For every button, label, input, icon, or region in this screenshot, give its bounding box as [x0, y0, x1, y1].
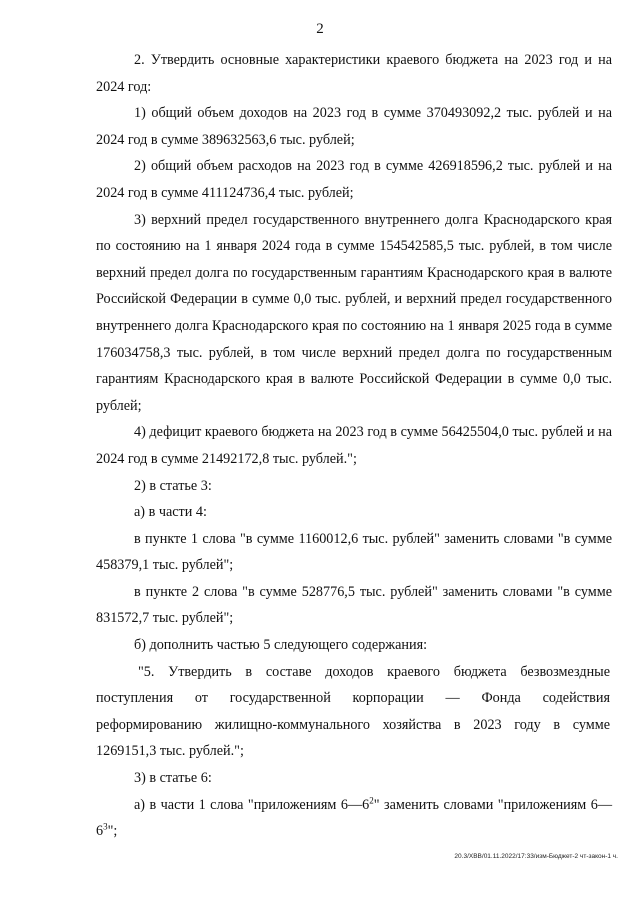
paragraph-quoted-part-5: "5. Утвердить в составе доходов краевого бюджета безвозмездные поступления от государственной корпорации — Фонда содействия реформированию жилищно-коммунального хозяйства в 2023 году в сумме 1269151,3 тыс. рублей.";: [96, 663, 610, 760]
paragraph-point-2: в пункте 2 слова "в сумме 528776,5 тыс. рублей" заменить словами "в сумме 831572,7 тыс. рублей";: [96, 583, 612, 627]
text-segment: " заменить словами "приложениям 6—6: [96, 796, 613, 840]
document-body: [96, 47, 612, 845]
paragraph-debt-limit: 3) верхний предел государственного внутреннего долга Краснодарского края по состоянию на 1 января 2024 года в сумме 154542585,5 тыс. рублей, в том числе верхний предел долга по государственным гарантиям Краснодарского края в валюте Российской Федерации в сумме 0,0 тыс. рублей, и верхний предел государственного внутреннего долга Краснодарского края по состоянию на 1 января 2025 года в сумме 176034758,3 тыс. рублей, в том числе верхний предел долга по государственным гарантиям Краснодарского края в валюте Российской Федерации в сумме 0,0 тыс. рублей;: [96, 211, 612, 414]
paragraph-main-characteristics: 2. Утвердить основные характеристики краевого бюджета на 2023 год и на 2024 год:: [96, 52, 612, 95]
paragraph-part-4: а) в части 4:: [134, 504, 207, 521]
paragraph-article-3: 2) в статье 3:: [134, 477, 212, 494]
paragraph-add-part-5: б) дополнить частью 5 следующего содержания:: [134, 637, 428, 654]
paragraph-part-1-appendices: [96, 792, 612, 845]
paragraph-deficit: 4) дефицит краевого бюджета на 2023 год в сумме 56425504,0 тыс. рублей и на 2024 год в сумме 21492172,8 тыс. рублей.";: [96, 424, 612, 467]
page-number: 2: [316, 21, 324, 37]
text-segment: ";: [107, 823, 118, 840]
paragraph-revenue: 1) общий объем доходов на 2023 год в сумме 370493092,2 тыс. рублей и на 2024 год в сумме 389632563,6 тыс. рублей;: [96, 105, 612, 148]
paragraph-point-1: в пункте 1 слова "в сумме 1160012,6 тыс. рублей" заменить словами "в сумме 458379,1 тыс. рублей";: [96, 530, 612, 574]
superscript: 2: [369, 794, 374, 805]
footer-document-code: 20.3/ХВВ/01.11.2022/17:33/изм-Бюджет-2 чт-закон-1 ч.: [454, 853, 618, 860]
paragraph-expenditure: 2) общий объем расходов на 2023 год в сумме 426918596,2 тыс. рублей и на 2024 год в сумме 411124736,4 тыс. рублей;: [96, 158, 612, 201]
superscript: 3: [103, 821, 108, 832]
paragraph-article-6: 3) в статье 6:: [134, 770, 212, 787]
text-segment: а) в части 1 слова "приложениям 6—6: [134, 796, 370, 813]
